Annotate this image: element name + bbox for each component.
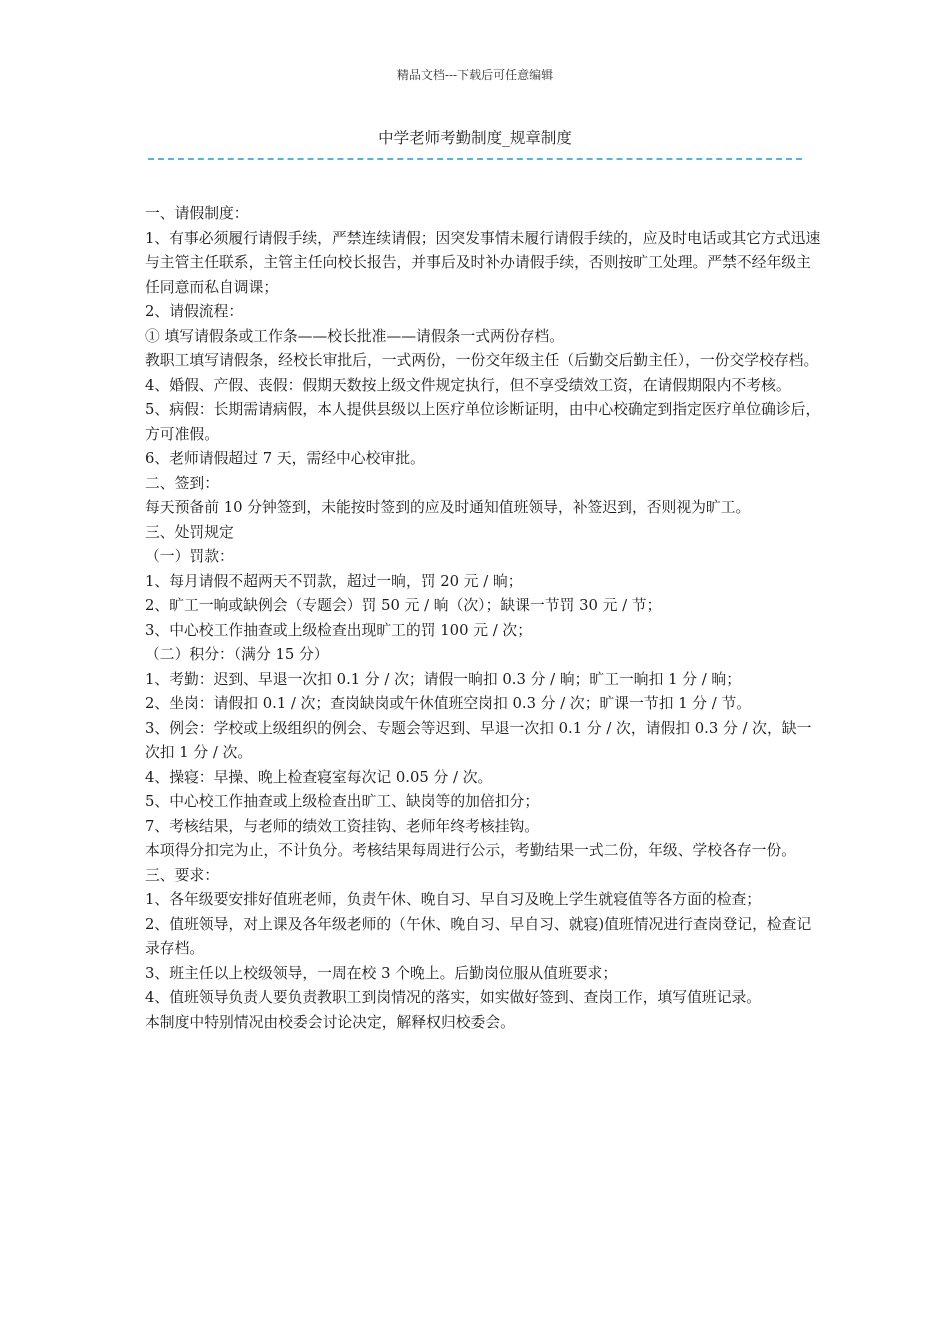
subsection-heading-points: （二）积分：（满分 15 分）: [145, 646, 329, 663]
document-body: [145, 202, 821, 1035]
section-heading-leave: 一、请假制度：: [145, 205, 249, 222]
section-heading-signin: 二、签到：: [145, 474, 219, 492]
paragraph: 3、例会：学校或上级组织的例会、专题会等迟到、早退一次扣 0.1 分 / 次，请假扣 0.3 分 / 次，缺一次扣 1 分 / 次。: [145, 719, 812, 761]
paragraph: 7、考核结果，与老师的绩效工资挂钩、老师年终考核挂钩。: [145, 817, 540, 835]
paragraph: 教职工填写请假条，经校长审批后，一式两份，一份交年级主任（后勤交后勤主任），一份交学校存档。: [145, 352, 819, 369]
header-note: 精品文档---下载后可任意编辑: [396, 68, 554, 82]
paragraph: ① 填写请假条或工作条——校长批准——请假条一式两份存档。: [145, 327, 565, 345]
paragraph: 本制度中特别情况由校委会讨论决定，解释权归校委会。: [145, 1013, 515, 1031]
paragraph: 2、旷工一晌或缺例会（专题会）罚 50 元 / 晌（次）；缺课一节罚 30 元 / 节；: [145, 597, 662, 614]
section-heading-requirements: 三、要求：: [145, 866, 219, 884]
section-heading-penalty: 三、处罚规定: [145, 523, 234, 541]
paragraph: 2、请假流程：: [145, 303, 244, 320]
paragraph: 1、有事必须履行请假手续，严禁连续请假；因突发事情未履行请假手续的，应及时电话或其它方式迅速与主管主任联系，主管主任向校长报告，并事后及时补办请假手续，否则按旷工处理。严禁不经年级主任同意而私自调课；: [145, 229, 821, 296]
paragraph: 4、婚假、产假、丧假：假期天数按上级文件规定执行，但不享受绩效工资，在请假期限内不考核。: [145, 376, 791, 394]
title-divider: [148, 158, 802, 160]
paragraph: 1、每月请假不超两天不罚款，超过一晌，罚 20 元 / 晌；: [145, 572, 523, 590]
subsection-heading-fines: （一）罚款：: [145, 548, 234, 565]
paragraph: 2、坐岗：请假扣 0.1 / 次；查岗缺岗或午休值班空岗扣 0.3 分 / 次；旷课一节扣 1 分 / 节。: [145, 695, 752, 712]
paragraph: 1、考勤：迟到、早退一次扣 0.1 分 / 次；请假一晌扣 0.3 分 / 晌；旷工一晌扣 1 分 / 晌；: [145, 670, 741, 688]
paragraph: 4、值班领导负责人要负责教职工到岗情况的落实，如实做好签到、查岗工作，填写值班记录。: [145, 989, 762, 1006]
paragraph: 3、班主任以上校级领导，一周在校 3 个晚上。后勤岗位服从值班要求；: [145, 964, 618, 982]
paragraph: 6、老师请假超过 7 天，需经中心校审批。: [145, 450, 425, 467]
document-title: 中学老师考勤制度_规章制度: [378, 129, 572, 147]
paragraph: 2、值班领导，对上课及各年级老师的（午休、晚自习、早自习、就寝)值班情况进行查岗登记，检查记录存档。: [145, 915, 812, 957]
paragraph: 3、中心校工作抽查或上级检查出现旷工的罚 100 元 / 次；: [145, 621, 532, 639]
paragraph: 4、操寝：早操、晚上检查寝室每次记 0.05 分 / 次。: [145, 768, 493, 786]
paragraph: 5、中心校工作抽查或上级检查出旷工、缺岗等的加倍扣分；: [145, 793, 540, 810]
paragraph: 每天预备前 10 分钟签到，未能按时签到的应及时通知值班领导，补签迟到，否则视为旷工。: [145, 499, 751, 516]
paragraph: 5、病假：长期需请病假，本人提供县级以上医疗单位诊断证明，由中心校确定到指定医疗单位确诊后，方可准假。: [145, 401, 821, 443]
paragraph: 1、各年级要安排好值班老师，负责午休、晚自习、早自习及晚上学生就寝值等各方面的检查；: [145, 891, 762, 908]
paragraph: 本项得分扣完为止，不计负分。考核结果每周进行公示，考勤结果一式二份，年级、学校各存一份。: [145, 842, 797, 859]
